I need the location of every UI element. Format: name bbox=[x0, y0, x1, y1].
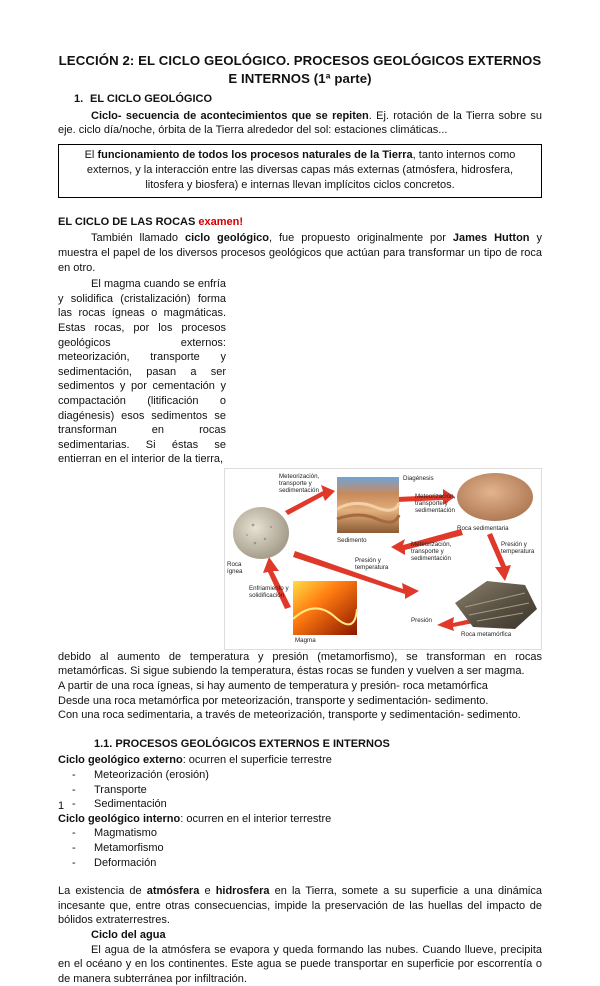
magma-image bbox=[293, 581, 357, 635]
list-item: - Magmatismo bbox=[72, 826, 542, 841]
rock-cycle-intro bbox=[58, 231, 542, 275]
atmosphere-paragraph bbox=[58, 884, 542, 928]
label-sedimento: Sedimento bbox=[337, 536, 367, 544]
igneous-rock-image bbox=[233, 507, 289, 559]
section-title: EL CICLO GEOLÓGICO bbox=[90, 93, 213, 105]
list-item: - Sedimentación bbox=[72, 797, 542, 812]
section-number: 1. bbox=[74, 93, 84, 105]
definition-paragraph bbox=[58, 109, 542, 138]
intro-b: ciclo geológico bbox=[185, 232, 269, 245]
label-roca-sedimentaria: Roca sedimentaria bbox=[457, 524, 509, 532]
label-enfriamiento: Enfriamiento y solidificación bbox=[249, 584, 289, 599]
section-heading-1 bbox=[74, 92, 542, 107]
list-item: - Transporte bbox=[72, 783, 542, 798]
external-cycle-rest: : ocurren el superficie terrestre bbox=[182, 754, 332, 767]
intro-c: , fue propuesto originalmente por bbox=[268, 232, 453, 245]
box-pre: El bbox=[84, 148, 98, 161]
list-item: - Meteorización (erosión) bbox=[72, 768, 542, 783]
box-rest: , tanto internos como externos, y la interacción entre las diversas capas más externas (atmósfera, hidrosfera, litosfera y biosfera) e internas llevan implícitos ciclos concretos. bbox=[86, 148, 516, 191]
rock-cycle-heading bbox=[58, 215, 542, 230]
rock-cycle-diagram bbox=[224, 468, 542, 650]
metamorphism-paragraph: debido al aumento de temperatura y presión (metamorfismo), se transforman en rocas metamórficas. Si sigue subiendo la temperatura, éstas rocas se funden y vuelven a ser magma. bbox=[58, 650, 542, 678]
external-processes-list bbox=[58, 768, 542, 812]
intro-d: James Hutton bbox=[452, 232, 530, 245]
box-bold: funcionamiento de todos los procesos naturales de la Tierra bbox=[97, 148, 413, 161]
label-roca-ignea: Roca ígnea bbox=[227, 560, 243, 575]
label-presion-temp-1: Presión y temperatura bbox=[355, 556, 389, 571]
para-e: en la Tierra, somete a su superficie a una dinámica incesante que, entre otras consecuencias, impide la preservación de las huellas del impacto de bólidos extraterrestres. bbox=[58, 885, 542, 927]
label-meteorizacion-1: Meteorización, transporte y sedimentación bbox=[279, 472, 320, 494]
water-cycle-heading: Ciclo del agua bbox=[91, 928, 166, 941]
magma-paragraph: El magma cuando se enfría y solidifica (cristalización) forma las rocas ígneas o magmáticas. Estas rocas, por los procesos geológicos externos: meteorización, transporte y sedimentación, pasan a ser sedimentos y por cementación y compactación (litificación o diagénesis) esos sedimentos se transforman en rocas sedimentarias. Si éstas se entierran en el interior de la tierra, bbox=[58, 278, 226, 466]
intro-e: y muestra el papel de los diversos procesos geológicos que actúan para transformar un tipo de roca en otro. bbox=[58, 232, 542, 274]
sedimentary-line: Con una roca sedimentaria, a través de meteorización, transporte y sedimentación- sedimento. bbox=[58, 709, 521, 722]
page-number: 1 bbox=[58, 800, 65, 812]
arrow-cooling bbox=[263, 557, 291, 609]
subsection-heading: 1.1. PROCESOS GEOLÓGICOS EXTERNOS E INTERNOS bbox=[94, 737, 390, 750]
internal-cycle-term: Ciclo geológico interno bbox=[58, 812, 181, 825]
definition-rest: . Ej. rotación de la Tierra sobre su eje. ciclo día/noche, órbita de la Tierra alrededor del sol: estaciones climáticas... bbox=[58, 109, 543, 137]
list-item: - Deformación bbox=[72, 856, 542, 871]
water-cycle-paragraph: El agua de la atmósfera se evapora y queda formando las nubes. Cuando llueve, precipita en el océano y en los continentes. Este agua se puede transportar en superficie por escorrentía o de manera subterránea por infiltración. bbox=[58, 943, 542, 985]
label-meteorizacion-2: Meteorización, transporte y sedimentación bbox=[415, 492, 456, 514]
igneous-line: A partir de una roca ígneas, si hay aumento de temperatura y presión- roca metamórfica bbox=[58, 680, 488, 693]
page-title: LECCIÓN 2: EL CICLO GEOLÓGICO. PROCESOS GEOLÓGICOS EXTERNOS E INTERNOS (1ª parte) bbox=[58, 53, 542, 86]
sedimentary-rock-image bbox=[457, 473, 533, 521]
internal-processes-list bbox=[58, 826, 542, 870]
exam-tag: examen! bbox=[198, 215, 244, 228]
rock-cycle-title: EL CICLO DE LAS ROCAS bbox=[58, 215, 199, 228]
para-c: e bbox=[199, 885, 216, 898]
para-a: La existencia de bbox=[58, 885, 147, 898]
external-cycle-term: Ciclo geológico externo bbox=[58, 754, 183, 767]
para-b: atmósfera bbox=[146, 885, 200, 898]
para-d: hidrosfera bbox=[215, 885, 270, 898]
list-item: - Metamorfismo bbox=[72, 841, 542, 856]
external-cycle-line bbox=[58, 753, 542, 768]
intro-a: También llamado bbox=[91, 232, 185, 245]
definition-bold: - secuencia de acontecimientos que se repiten bbox=[117, 109, 369, 122]
internal-cycle-line bbox=[58, 812, 542, 827]
metamorphic-line: Desde una roca metamórfica por meteorización, transporte y sedimentación- sedimento. bbox=[58, 694, 489, 707]
label-diagenesis: Diagénesis bbox=[403, 474, 434, 482]
label-presion-temp-2: Presión y temperatura bbox=[501, 540, 535, 555]
internal-cycle-rest: : ocurren en el interior terrestre bbox=[180, 812, 332, 825]
label-magma: Magma bbox=[295, 636, 316, 644]
highlight-box bbox=[58, 144, 542, 198]
document-page bbox=[58, 52, 542, 986]
label-meteorizacion-3: Meteorización, transporte y sedimentación bbox=[411, 540, 452, 562]
label-roca-metamorfica: Roca metamórfica bbox=[461, 630, 512, 638]
definition-term: Ciclo bbox=[91, 109, 118, 122]
label-presion: Presión bbox=[411, 616, 432, 624]
